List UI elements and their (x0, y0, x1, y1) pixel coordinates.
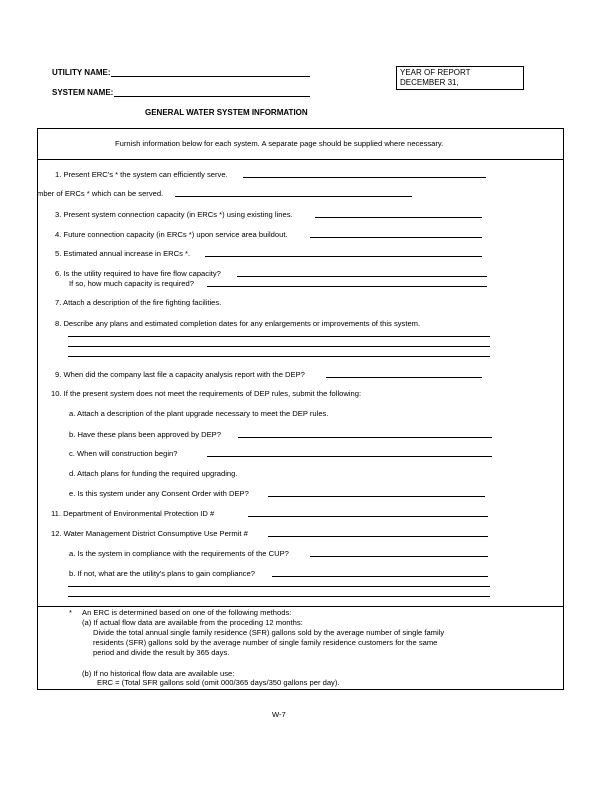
question-1: 1. Present ERC's * the system can efficiently serve. (55, 170, 228, 179)
answer-6b[interactable] (207, 286, 487, 287)
question-10b: b. Have these plans been approved by DEP? (69, 430, 221, 439)
answer-1[interactable] (243, 177, 486, 178)
question-2: mber of ERCs * which can be served. (37, 189, 164, 198)
footnote-intro: An ERC is determined based on one of the following methods: (82, 608, 292, 617)
year-of-report-label: YEAR OF REPORT (400, 68, 471, 77)
december-label: DECEMBER 31, (400, 78, 459, 87)
system-name-field[interactable] (114, 96, 310, 97)
answer-12b-line-2[interactable] (68, 586, 490, 587)
answer-4[interactable] (310, 237, 482, 238)
answer-10b[interactable] (238, 437, 492, 438)
question-5: 5. Estimated annual increase in ERCs *. (55, 249, 191, 258)
question-6: 6. Is the utility required to have fire flow capacity? (55, 269, 221, 278)
question-6b: If so, how much capacity is required? (69, 279, 194, 288)
footnote-a-line-3: period and divide the result by 365 days. (93, 648, 230, 657)
answer-12[interactable] (268, 536, 488, 537)
question-12a: a. Is the system in compliance with the requirements of the CUP? (69, 549, 289, 558)
answer-12b-line-1[interactable] (272, 576, 488, 577)
answer-11[interactable] (248, 516, 488, 517)
answer-2[interactable] (175, 196, 412, 197)
question-10c: c. When will construction begin? (69, 449, 178, 458)
instructions: Furnish information below for each system. A separate page should be supplied where necessary. (115, 139, 444, 148)
question-11: 11. Department of Environmental Protection ID # (51, 509, 215, 518)
divider-footnote (37, 606, 564, 607)
form-title: GENERAL WATER SYSTEM INFORMATION (145, 108, 308, 117)
footnote-a-line-2: residents (SFR) gallons sold by the average number of single family residence customers for the same (93, 638, 438, 647)
question-10d: d. Attach plans for funding the required upgrading. (69, 469, 238, 478)
answer-10c[interactable] (207, 456, 492, 457)
answer-8-line-1[interactable] (68, 336, 490, 337)
answer-12b-line-3[interactable] (68, 596, 490, 597)
question-10a: a. Attach a description of the plant upgrade necessary to meet the DEP rules. (69, 409, 329, 418)
question-8: 8. Describe any plans and estimated completion dates for any enlargements or improvements of this system. (55, 319, 421, 328)
question-3: 3. Present system connection capacity (in ERCs *) using existing lines. (55, 210, 293, 219)
question-9: 9. When did the company last file a capacity analysis report with the DEP? (55, 370, 305, 379)
answer-3[interactable] (315, 217, 482, 218)
utility-name-field[interactable] (111, 76, 310, 77)
answer-5[interactable] (205, 256, 482, 257)
utility-name-label: UTILITY NAME: (52, 68, 111, 77)
question-4: 4. Future connection capacity (in ERCs *) upon service area buildout. (55, 230, 288, 239)
footnote-b-line-1: ERC = (Total SFR gallons sold (omit 000/365 days/350 gallons per day). (97, 678, 340, 687)
answer-6[interactable] (237, 276, 487, 277)
footnote-b-title: (b) If no historical flow data are available use: (82, 669, 235, 678)
question-12: 12. Water Management District Consumptive Use Permit # (51, 529, 248, 538)
year-of-report-box[interactable] (396, 66, 524, 90)
question-7: 7. Attach a description of the fire fighting facilities. (55, 298, 222, 307)
system-name-label: SYSTEM NAME: (52, 88, 114, 97)
answer-8-line-3[interactable] (68, 356, 490, 357)
page-number: W-7 (272, 710, 286, 719)
answer-8-line-2[interactable] (68, 346, 490, 347)
footnote-a-title: (a) If actual flow data are available from the proceding 12 months: (82, 618, 303, 627)
divider-top (37, 159, 564, 160)
answer-12a[interactable] (310, 556, 488, 557)
question-10e: e. Is this system under any Consent Order with DEP? (69, 489, 249, 498)
answer-10e[interactable] (268, 496, 485, 497)
question-10: 10. If the present system does not meet the requirements of DEP rules, submit the following: (51, 389, 362, 398)
answer-9[interactable] (326, 377, 482, 378)
footnote-a-line-1: Divide the total annual single family residence (SFR) gallons sold by the average number of single family (93, 628, 445, 637)
footnote-star: * (69, 608, 72, 617)
question-12b: b. If not, what are the utility's plans to gain compliance? (69, 569, 255, 578)
